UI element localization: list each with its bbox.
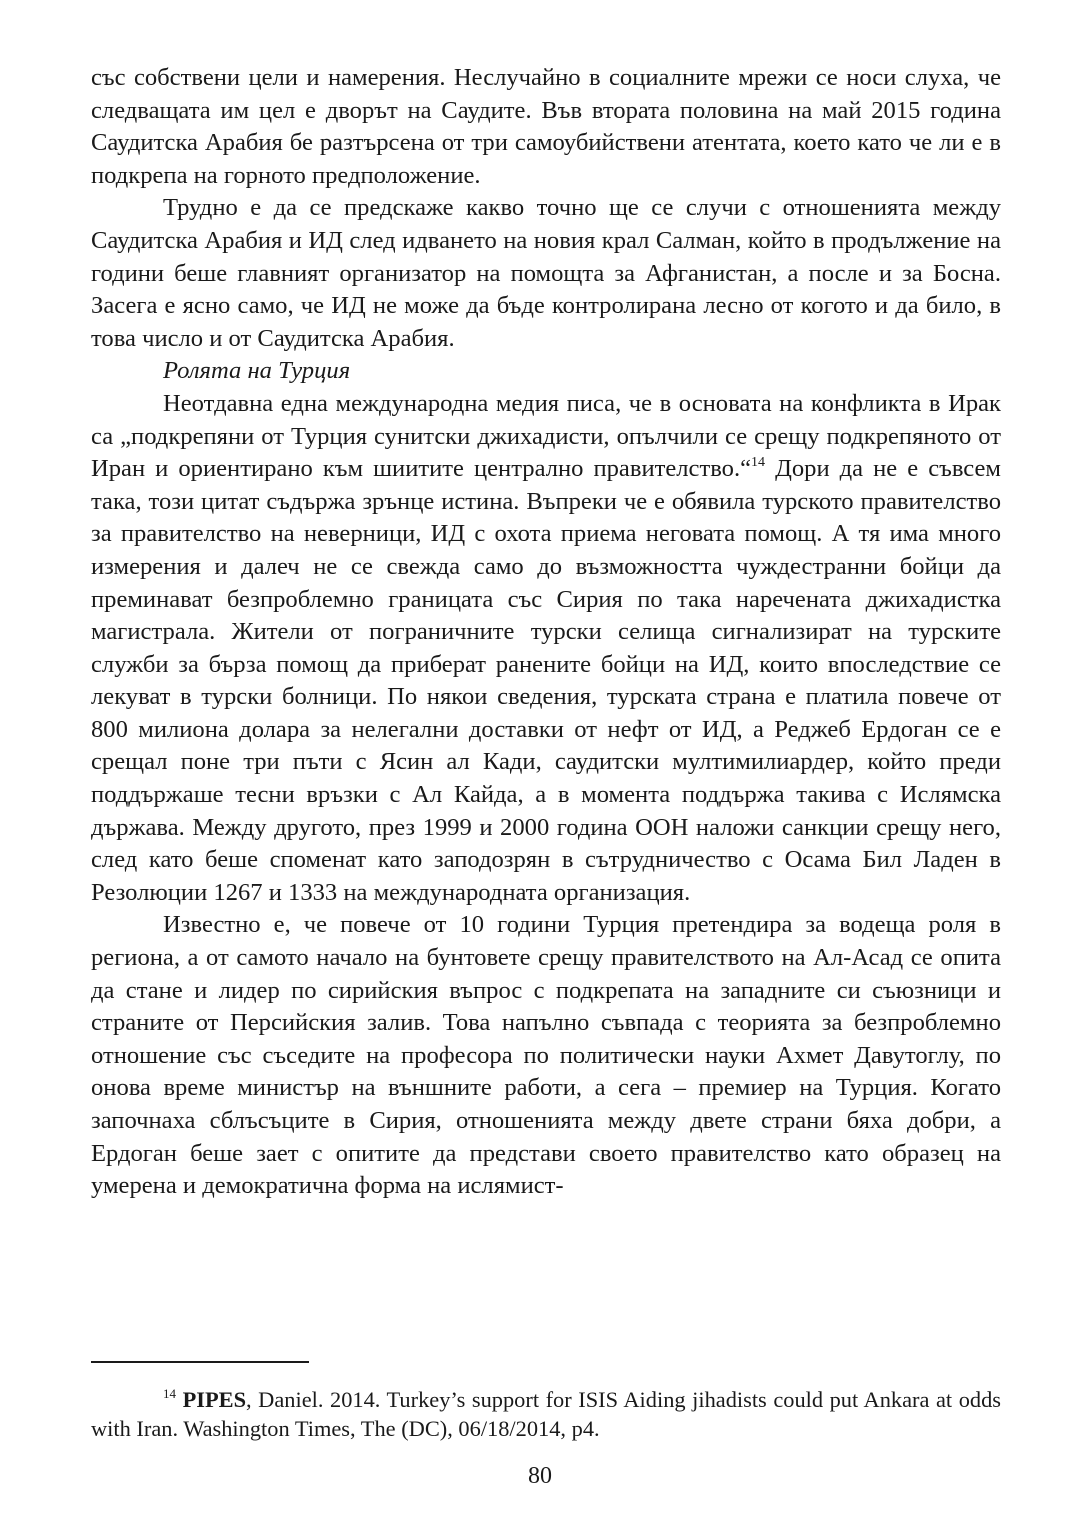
footnote-text: , Daniel. 2014. Turkey’s support for ISIS Aiding jihadists could put Ankara at odds with Iran. Washington Times, The (DC), 06/18/2014, p4.	[91, 1387, 1001, 1441]
footnote-author: PIPES	[182, 1387, 247, 1412]
footnote	[91, 1385, 1001, 1443]
page-body	[91, 62, 1001, 1203]
section-heading: Ролята на Турция	[163, 357, 351, 385]
footnote-reference: 14	[751, 455, 766, 471]
paragraph-continuation: със собствени цели и намерения. Неслучайно в социалните мрежи се носи слуха, че следващата им цел е дворът на Саудите. Във втората половина на май 2015 година Саудитска Арабия бе разтърсена от три самоубийствени атентата, което като че ли е в подкрепа на горното предположение.	[91, 64, 1001, 189]
footnote-number: 14	[163, 1386, 176, 1401]
footnote-divider	[91, 1361, 309, 1363]
paragraph-turkey-role-text-b: Дори да не е съвсем така, този цитат съдържа зрънце истина. Въпреки че е обявила турското правителство за правителство на неверници, ИД с охота приема неговата помощ. А тя има много измерения и далеч не се свежда само до възможността чуждестранни бойци да преминават безпроблемно границата със Сирия по така наречената джихадистка магистрала. Жители от пограничните турски селища сигнализират на турските служби за бърза помощ да приберат ранените бойци на ИД, които впоследствие се лекуват в турски болници. По някои сведения, турската страна е платила повече от 800 милиона долара за нелегални доставки от нефт от ИД, а Реджеб Ердоган се е срещал поне три пъти с Ясин ал Кади, саудитски мултимилиардер, който преди поддържаше тесни връзки с Ал Кайда, а в момента поддържа такива с Ислямска държава. Между другото, през 1999 и 2000 година ООН наложи санкции срещу него, след като беше споменат като заподозрян в сътрудничество с Осама Бил Ладен в Резолюции 1267 и 1333 на международната организация.	[91, 455, 1001, 906]
page-number: 80	[528, 1463, 552, 1489]
paragraph-saudi-relations: Трудно е да се предскаже какво точно ще се случи с отношенията между Саудитска Арабия и ИД след идването на новия крал Салман, който в продължение на години беше главният организатор на помощта за Афганистан, а после и за Босна. Засега е ясно само, че ИД не може да бъде контролирана лесно от когото и да било, в това число и от Саудитска Арабия.	[91, 194, 1001, 352]
paragraph-turkey-role	[91, 388, 1001, 910]
paragraph-turkey-role-text-a: Неотдавна една международна медия писа, че в основата на конфликта в Ирак са „подкрепяни от Турция сунитски джихадисти, опълчили се срещу подкрепяното от Иран и ориентирано към шиитите централно правителство.“	[91, 389, 1001, 483]
paragraph-regional-leadership: Известно е, че повече от 10 години Турция претендира за водеща роля в региона, а от самото начало на бунтовете срещу правителството на Ал-Асад се опита да стане и лидер по сирийския въпрос с подкрепата на западните си съюзници и страните от Персийския залив. Това напълно съвпада с теорията за безпроблемно отношение със съседите на професора по политически науки Ахмет Давутоглу, по онова време министър на външните работи, а сега – премиер на Турция. Когато започнаха сблъсъците в Сирия, отношенията между двете страни бяха добри, а Ердоган беше зает с опитите да представи своето правителство като образец на умерена и демократична форма на ислямист-	[91, 911, 1001, 1200]
